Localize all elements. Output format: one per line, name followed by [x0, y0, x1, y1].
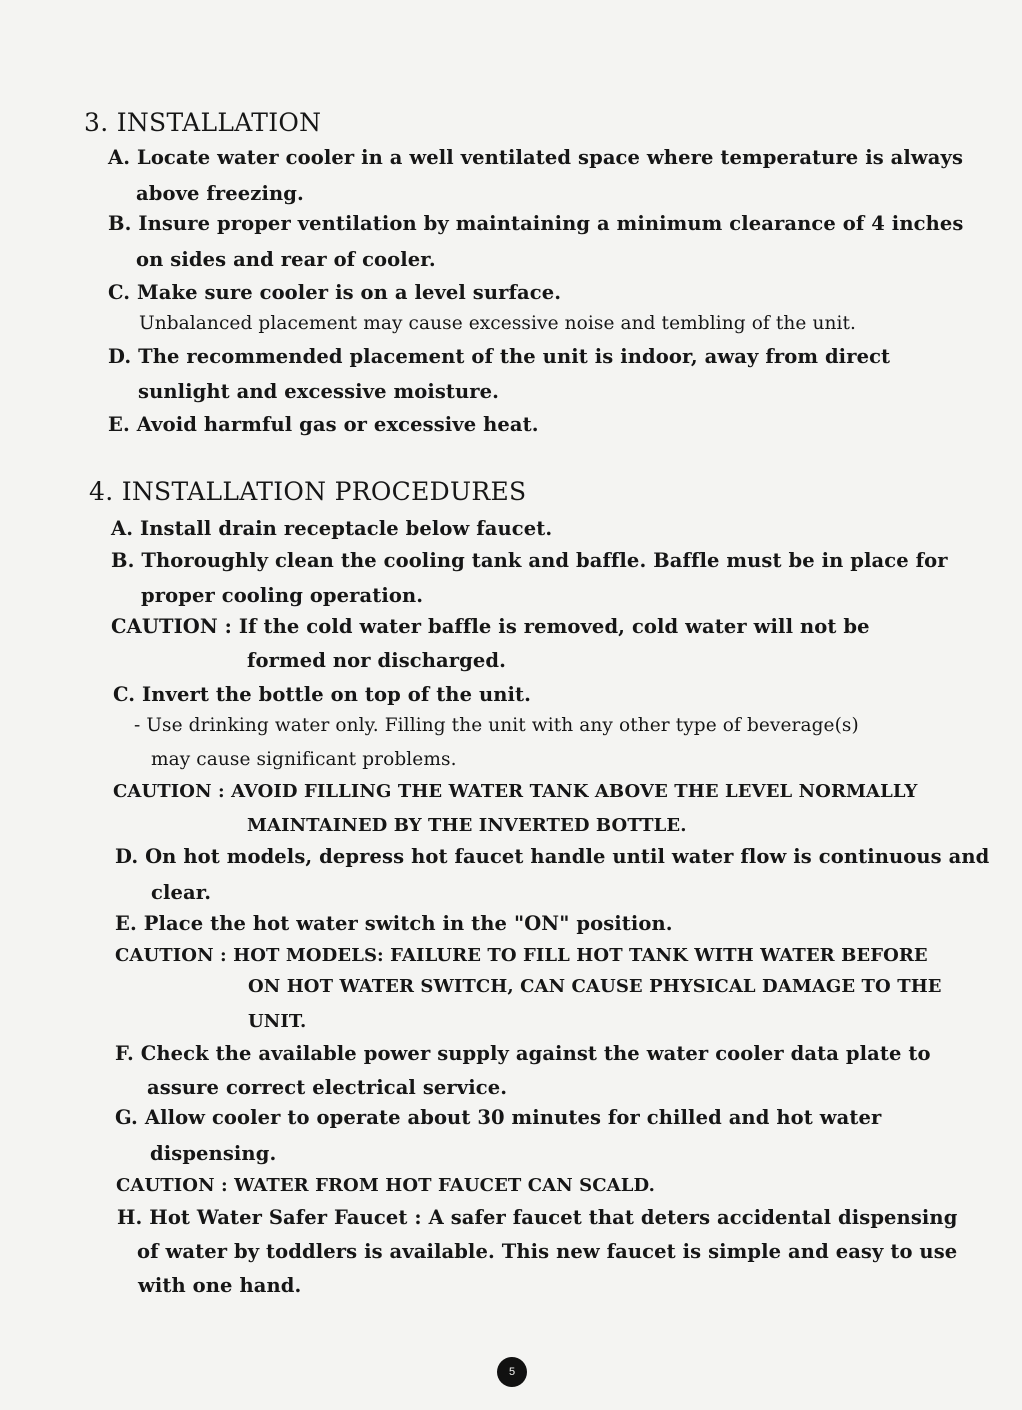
item-4a-line-1: A. Install drain receptacle below faucet. [111, 517, 553, 540]
item-4g-line-2: dispensing. [150, 1142, 277, 1165]
caution-3-line-3: UNIT. [248, 1011, 307, 1032]
item-4b-line-2: proper cooling operation. [141, 584, 424, 607]
item-4f-line-1: F. Check the available power supply against the water cooler data plate to [115, 1042, 931, 1065]
item-3a-line-1: A. Locate water cooler in a well ventilated space where temperature is always [108, 146, 964, 169]
item-4h-line-2: of water by toddlers is available. This new faucet is simple and easy to use [137, 1240, 958, 1263]
caution-2-line-2: MAINTAINED BY THE INVERTED BOTTLE. [247, 815, 687, 836]
caution-2-line-1: CAUTION : AVOID FILLING THE WATER TANK ABOVE THE LEVEL NORMALLY [113, 781, 918, 802]
item-4c-line-1: C. Invert the bottle on top of the unit. [113, 683, 532, 706]
item-4b-line-1: B. Thoroughly clean the cooling tank and baffle. Baffle must be in place for [111, 549, 948, 572]
caution-1-line-1: CAUTION : If the cold water baffle is removed, cold water will not be [111, 615, 870, 638]
item-3c-note: Unbalanced placement may cause excessive noise and tembling of the unit. [139, 313, 857, 334]
caution-3-line-2: ON HOT WATER SWITCH, CAN CAUSE PHYSICAL DAMAGE TO THE [248, 976, 942, 997]
item-4d-line-2: clear. [151, 881, 212, 904]
item-3c-line-1: C. Make sure cooler is on a level surface. [108, 281, 562, 304]
item-3a-line-2: above freezing. [136, 182, 304, 205]
section-3-title: 3. INSTALLATION [84, 108, 322, 137]
caution-1-line-2: formed nor discharged. [247, 649, 507, 672]
page-number: 5 [497, 1357, 527, 1387]
caution-4-line-1: CAUTION : WATER FROM HOT FAUCET CAN SCALD. [116, 1175, 655, 1196]
item-3b-line-1: B. Insure proper ventilation by maintaining a minimum clearance of 4 inches [108, 212, 964, 235]
item-4h-line-3: with one hand. [138, 1274, 302, 1297]
item-4d-line-1: D. On hot models, depress hot faucet handle until water flow is continuous and [115, 845, 990, 868]
item-4f-line-2: assure correct electrical service. [147, 1076, 508, 1099]
item-4h-line-1: H. Hot Water Safer Faucet : A safer faucet that deters accidental dispensing [117, 1206, 958, 1229]
item-3d-line-1: D. The recommended placement of the unit is indoor, away from direct [108, 345, 891, 368]
item-4g-line-1: G. Allow cooler to operate about 30 minutes for chilled and hot water [115, 1106, 882, 1129]
item-4c-note-2: may cause significant problems. [151, 749, 457, 770]
item-3e-line-1: E. Avoid harmful gas or excessive heat. [108, 413, 539, 436]
item-4c-note-1: - Use drinking water only. Filling the unit with any other type of beverage(s) [134, 715, 859, 736]
caution-3-line-1: CAUTION : HOT MODELS: FAILURE TO FILL HOT TANK WITH WATER BEFORE [115, 945, 928, 966]
item-3b-line-2: on sides and rear of cooler. [136, 248, 436, 271]
section-4-title: 4. INSTALLATION PROCEDURES [89, 477, 527, 506]
item-4e-line-1: E. Place the hot water switch in the "ON" position. [115, 912, 673, 935]
item-3d-line-2: sunlight and excessive moisture. [138, 380, 500, 403]
